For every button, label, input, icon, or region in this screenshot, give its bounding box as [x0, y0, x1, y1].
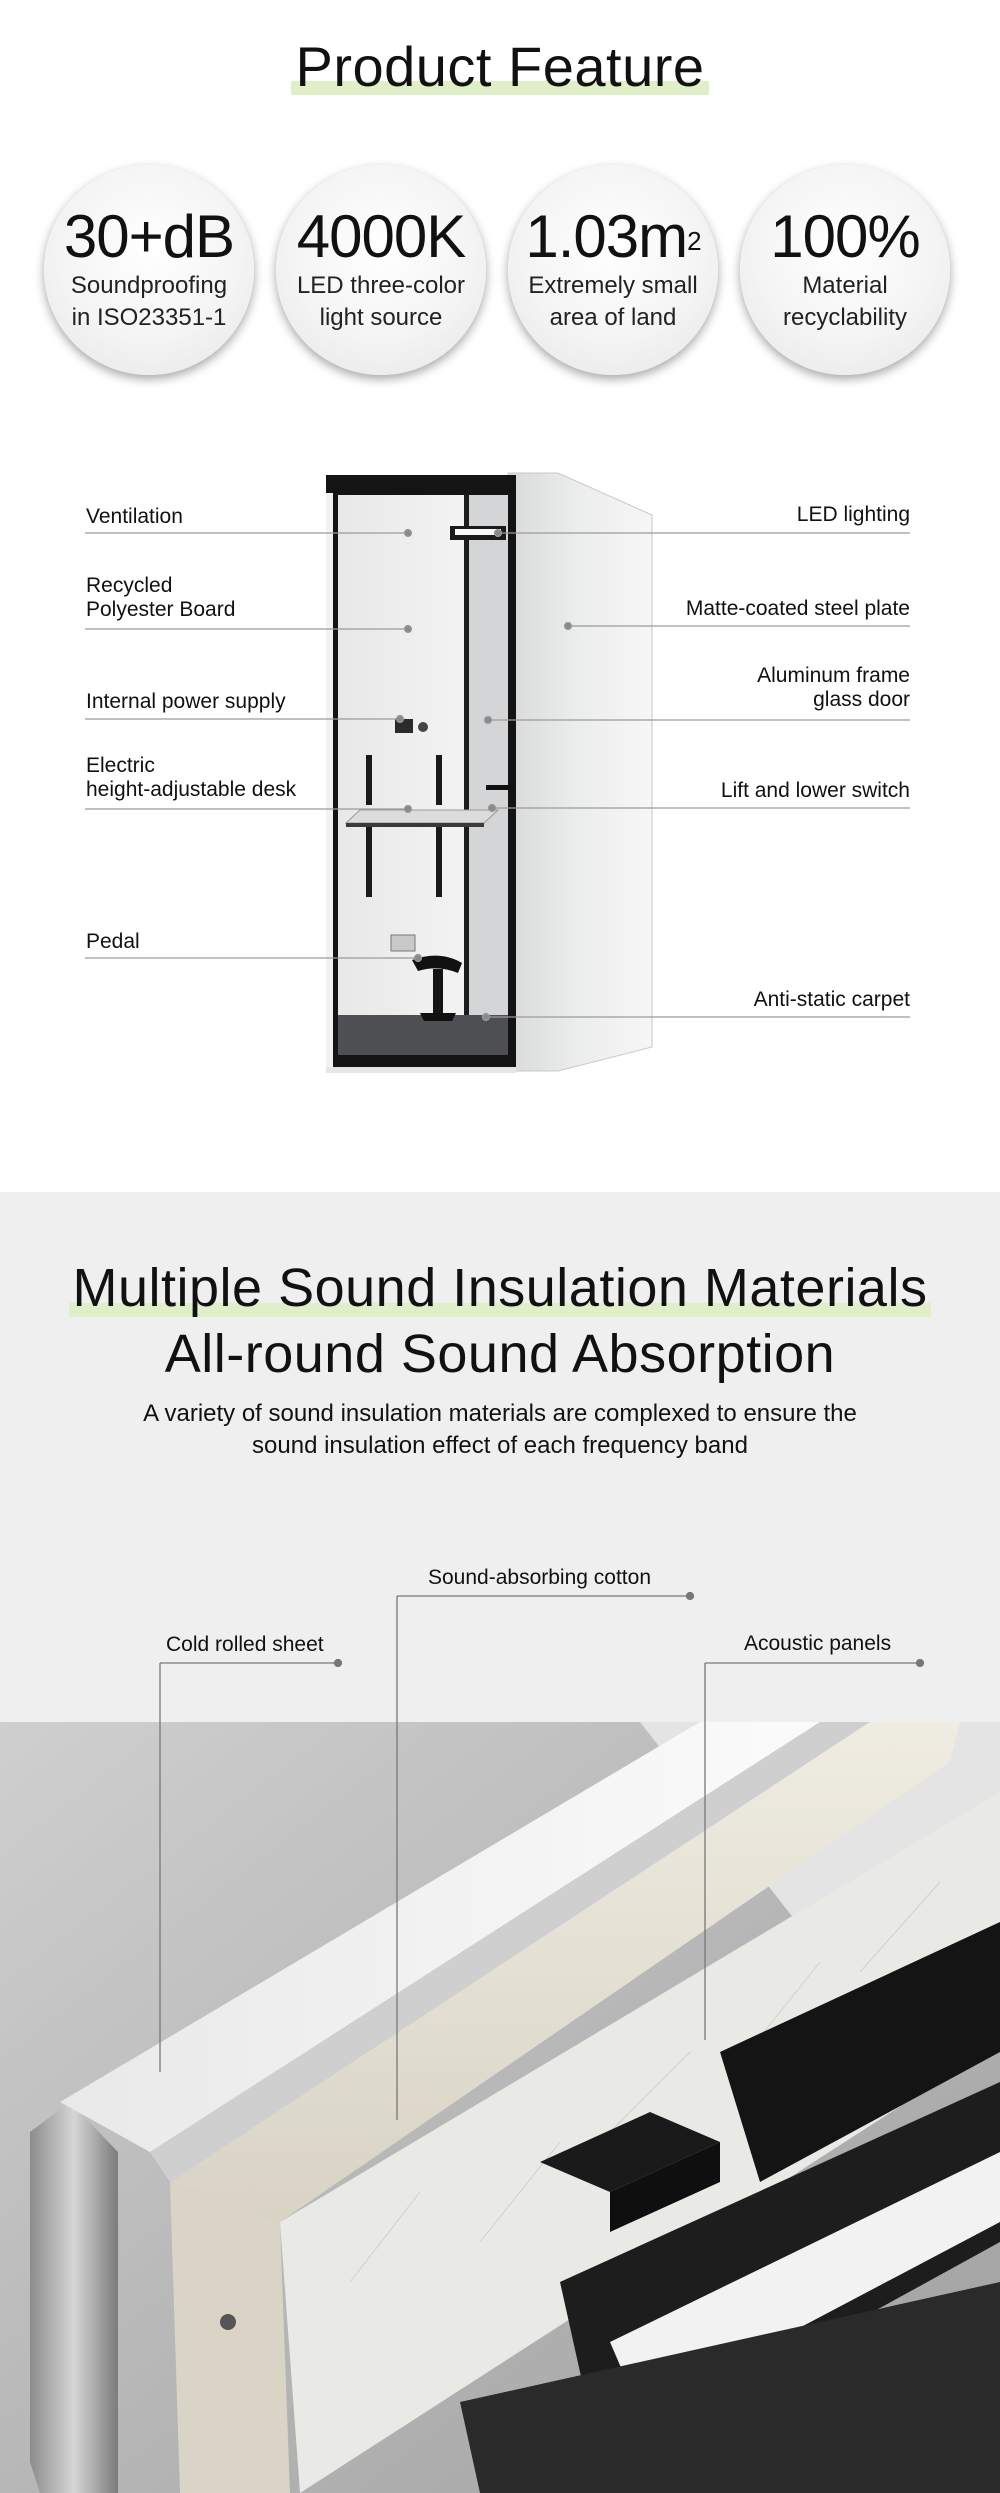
callout-carpet: Anti-static carpet [753, 988, 910, 1011]
feature-label: in ISO23351-1 [71, 304, 227, 331]
feature-value: 30+dB [63, 203, 235, 270]
label-cold-rolled-sheet: Cold rolled sheet [166, 1633, 324, 1656]
label-sound-absorbing-cotton: Sound-absorbing cotton [428, 1566, 651, 1589]
callout-line: Recycled [86, 574, 173, 597]
feature-label: recyclability [782, 304, 908, 331]
callout-desk [86, 754, 296, 802]
wall-cutaway-illustration [0, 1722, 1000, 2493]
feature-badge-soundproofing [44, 165, 254, 375]
callout-power-supply: Internal power supply [86, 690, 286, 713]
product-feature-section [0, 0, 1000, 1192]
insulation-title-line2: All-round Sound Absorption [164, 1324, 836, 1384]
feature-badge-recyclability [740, 165, 950, 375]
callout-glass-door [757, 664, 910, 712]
insulation-title [0, 1255, 1000, 1387]
feature-label: Extremely small [528, 272, 698, 299]
subtitle-line: A variety of sound insulation materials are complexed to ensure the [143, 1400, 857, 1427]
feature-label: Soundproofing [70, 272, 228, 299]
feature-value [508, 205, 718, 269]
feature-value: 4000K [296, 203, 466, 270]
callout-line: Electric [86, 754, 155, 777]
callout-line: height-adjustable desk [86, 778, 297, 801]
area-superscript: 2 [687, 226, 701, 256]
feature-label: LED three-color [296, 272, 466, 299]
subtitle-line: sound insulation effect of each frequency band [252, 1432, 748, 1459]
insulation-title-line1: Multiple Sound Insulation Materials [73, 1255, 928, 1321]
callout-pedal: Pedal [86, 930, 140, 953]
label-acoustic-panels: Acoustic panels [744, 1632, 892, 1655]
insulation-subtitle [0, 1398, 1000, 1462]
callout-line: Aluminum frame [757, 664, 910, 687]
feature-badge-led [276, 165, 486, 375]
callout-line: Polyester Board [86, 598, 236, 621]
feature-label: Material [802, 272, 888, 299]
feature-label: light source [319, 304, 443, 331]
feature-value: 100% [770, 203, 920, 270]
booth-diagram [0, 455, 1000, 1095]
callout-ventilation: Ventilation [86, 505, 183, 528]
area-number: 1.03m [525, 203, 688, 270]
feature-label: area of land [549, 304, 677, 331]
callout-led-lighting: LED lighting [796, 503, 910, 526]
callout-lift-switch: Lift and lower switch [720, 779, 910, 802]
product-feature-title: Product Feature [295, 35, 705, 98]
feature-badges [40, 165, 960, 380]
callout-line: glass door [813, 688, 910, 711]
feature-badge-area [508, 165, 718, 375]
callout-steel-plate: Matte-coated steel plate [685, 597, 910, 620]
material-cutaway-image [0, 1722, 1000, 2493]
callout-recycled-board [86, 574, 235, 622]
